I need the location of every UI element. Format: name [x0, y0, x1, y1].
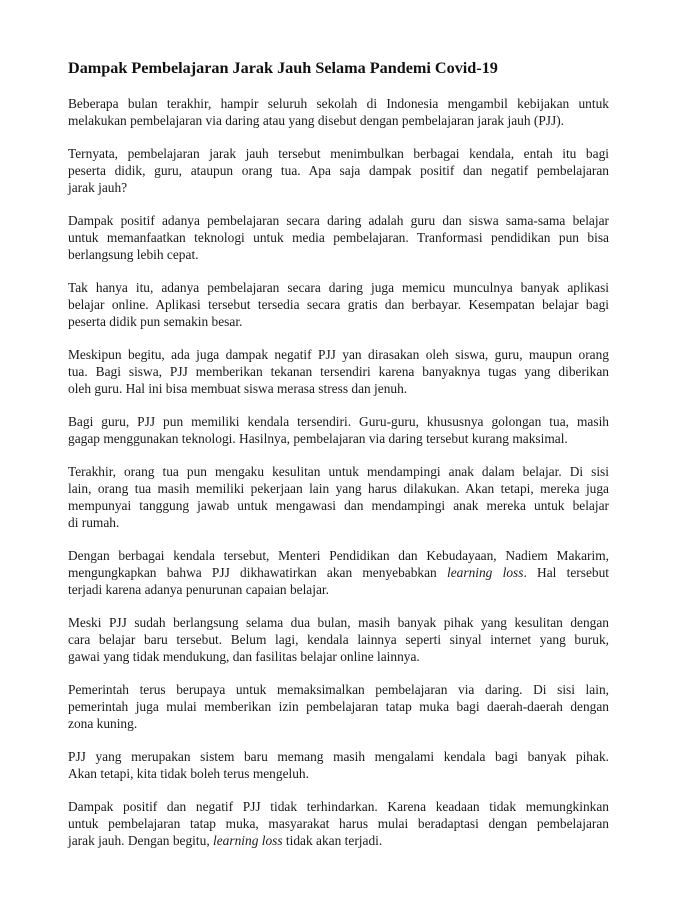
text-line: Dampak positif dan negatif PJJ tidak terhindarkan. Karena keadaan tidak memungkinkan: [68, 799, 609, 814]
text-line: gagap menggunakan teknologi. Hasilnya, pembelajaran via daring tersebut kurang maksimal.: [68, 431, 568, 446]
text-line: zona kuning.: [68, 716, 138, 731]
paragraph: [68, 279, 609, 330]
italic-term: learning loss: [213, 833, 283, 848]
document-title: Dampak Pembelajaran Jarak Jauh Selama Pandemi Covid-19: [68, 59, 498, 77]
paragraph: [68, 212, 609, 263]
text-line: gawai yang tidak mendukung, dan fasilitas belajar online lainnya.: [68, 649, 420, 664]
text-line: Meski PJJ sudah berlangsung selama dua bulan, masih banyak pihak yang kesulitan dengan: [68, 615, 609, 630]
text-line: peserta didik pun semakin besar.: [68, 314, 243, 329]
document-body: [68, 95, 609, 849]
text-line: Tak hanya itu, adanya pembelajaran secara daring juga memicu munculnya banyak aplikasi: [68, 280, 609, 295]
text-line: Ternyata, pembelajaran jarak jauh tersebut menimbulkan berbagai kendala, entah itu bagi: [68, 146, 609, 161]
italic-term: learning loss: [447, 565, 524, 580]
paragraph: [68, 547, 609, 598]
text-line: mempunyai tanggung jawab untuk mengawasi dan mendampingi anak mereka untuk belajar: [68, 498, 609, 513]
text-line: berlangsung lebih cepat.: [68, 247, 199, 262]
text-line: Bagi guru, PJJ pun memiliki kendala tersendiri. Guru-guru, khususnya golongan tua, masih: [68, 414, 609, 429]
paragraph: [68, 413, 609, 447]
text-line: Meskipun begitu, ada juga dampak negatif PJJ yan dirasakan oleh siswa, guru, maupun orang: [68, 347, 609, 362]
text-segment: tidak akan terjadi.: [282, 833, 383, 848]
text-line: untuk memanfaatkan teknologi untuk media pembelajaran. Tranformasi pendidikan pun bisa: [68, 230, 609, 245]
text-line: PJJ yang merupakan sistem baru memang masih mengalami kendala bagi banyak pihak.: [68, 749, 609, 764]
paragraph: [68, 798, 609, 849]
text-line: lain, orang tua masih memiliki pekerjaan lain yang harus dilakukan. Akan tetapi, mereka juga: [68, 481, 609, 496]
text-segment: . Hal tersebut: [523, 565, 609, 580]
text-line: [68, 832, 609, 849]
paragraph: [68, 463, 609, 531]
paragraph: [68, 346, 609, 397]
text-line: Beberapa bulan terakhir, hampir seluruh sekolah di Indonesia mengambil kebijakan untuk: [68, 96, 609, 111]
text-line: di rumah.: [68, 515, 120, 530]
text-line: untuk pembelajaran tatap muka, masyarakat harus mulai beradaptasi dengan pembelajaran: [68, 816, 609, 831]
paragraph: [68, 145, 609, 196]
text-line: peserta didik, guru, ataupun orang tua. Apa saja dampak positif dan negatif pembelajaran: [68, 163, 609, 178]
text-line: cara belajar baru tersebut. Belum lagi, kendala lainnya seperti sinyal internet yang buruk,: [68, 632, 609, 647]
paragraph: [68, 681, 609, 732]
text-line: Terakhir, orang tua pun mengaku kesulitan untuk mendampingi anak dalam belajar. Di sisi: [68, 464, 609, 479]
text-line: Pemerintah terus berupaya untuk memaksimalkan pembelajaran via daring. Di sisi lain,: [68, 682, 609, 697]
paragraph: [68, 614, 609, 665]
text-line: Dengan berbagai kendala tersebut, Menteri Pendidikan dan Kebudayaan, Nadiem Makarim,: [68, 548, 609, 563]
text-line: [68, 564, 609, 581]
text-line: Akan tetapi, kita tidak boleh terus mengeluh.: [68, 766, 309, 781]
document-page: [68, 58, 609, 865]
paragraph: [68, 95, 609, 129]
text-line: jarak jauh?: [68, 180, 128, 195]
text-line: terjadi karena adanya penurunan capaian belajar.: [68, 582, 329, 597]
text-line: oleh guru. Hal ini bisa membuat siswa merasa stress dan jenuh.: [68, 381, 408, 396]
text-line: melakukan pembelajaran via daring atau yang disebut dengan pembelajaran jarak jauh (PJJ).: [68, 113, 565, 128]
text-segment: jarak jauh. Dengan begitu,: [68, 833, 214, 848]
paragraph: [68, 748, 609, 782]
text-segment: mengungkapkan bahwa PJJ dikhawatirkan akan menyebabkan: [68, 565, 447, 580]
text-line: Dampak positif adanya pembelajaran secara daring adalah guru dan siswa sama-sama belajar: [68, 213, 609, 228]
text-line: tua. Bagi siswa, PJJ memberikan tekanan tersendiri karena banyaknya tugas yang diberikan: [68, 364, 609, 379]
text-line: belajar online. Aplikasi tersebut tersedia secara gratis dan berbayar. Kesempatan belajar bagi: [68, 297, 609, 312]
text-line: pemerintah juga mulai memberikan izin pembelajaran tatap muka bagi daerah-daerah dengan: [68, 699, 609, 714]
